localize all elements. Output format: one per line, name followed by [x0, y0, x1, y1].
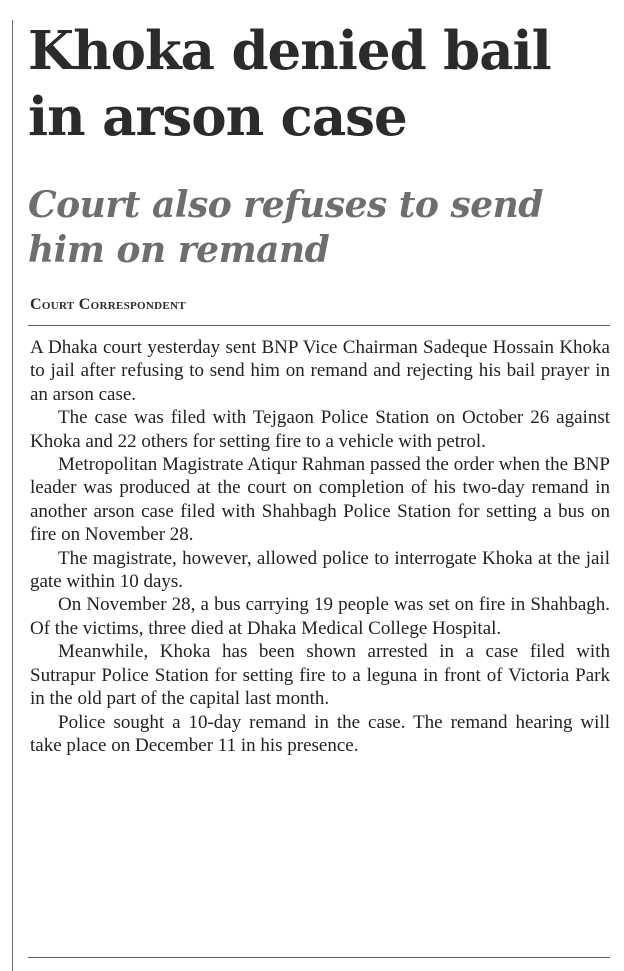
article-paragraph: The case was filed with Tejgaon Police Station on October 26 against Khoka and 22 others for setting fire to a vehicle with petrol.: [30, 407, 610, 452]
article-paragraph: On November 28, a bus carrying 19 people was set on fire in Shahbagh. Of the victims, three died at Dhaka Medical College Hospital.: [30, 594, 610, 639]
headline: Khoka denied bail in arson case: [28, 20, 551, 148]
article-paragraph: Police sought a 10-day remand in the case. The remand hearing will take place on December 11 in his presence.: [30, 711, 610, 756]
column-rule-left: [12, 20, 13, 971]
byline: Court Correspondent: [30, 296, 186, 313]
article-paragraph: Meanwhile, Khoka has been shown arrested in a case filed with Sutrapur Police Station for setting fire to a leguna in front of Victoria Park in the old part of the capital last month.: [30, 641, 610, 710]
article-body: [30, 336, 610, 757]
article-paragraph: A Dhaka court yesterday sent BNP Vice Chairman Sadeque Hossain Khoka to jail after refusing to send him on remand and rejecting his bail prayer in an arson case.: [30, 337, 610, 405]
subheadline: Court also refuses to send him on remand: [28, 184, 543, 271]
byline-divider: [28, 325, 610, 326]
article-paragraph: The magistrate, however, allowed police to interrogate Khoka at the jail gate within 10 days.: [30, 547, 610, 593]
article-end-divider: [28, 957, 610, 958]
article-paragraph: Metropolitan Magistrate Atiqur Rahman passed the order when the BNP leader was produced at the court on completion of his two-day remand in another arson case filed with Shahbagh Police Station for setting a bus on fire on November 28.: [30, 454, 610, 546]
